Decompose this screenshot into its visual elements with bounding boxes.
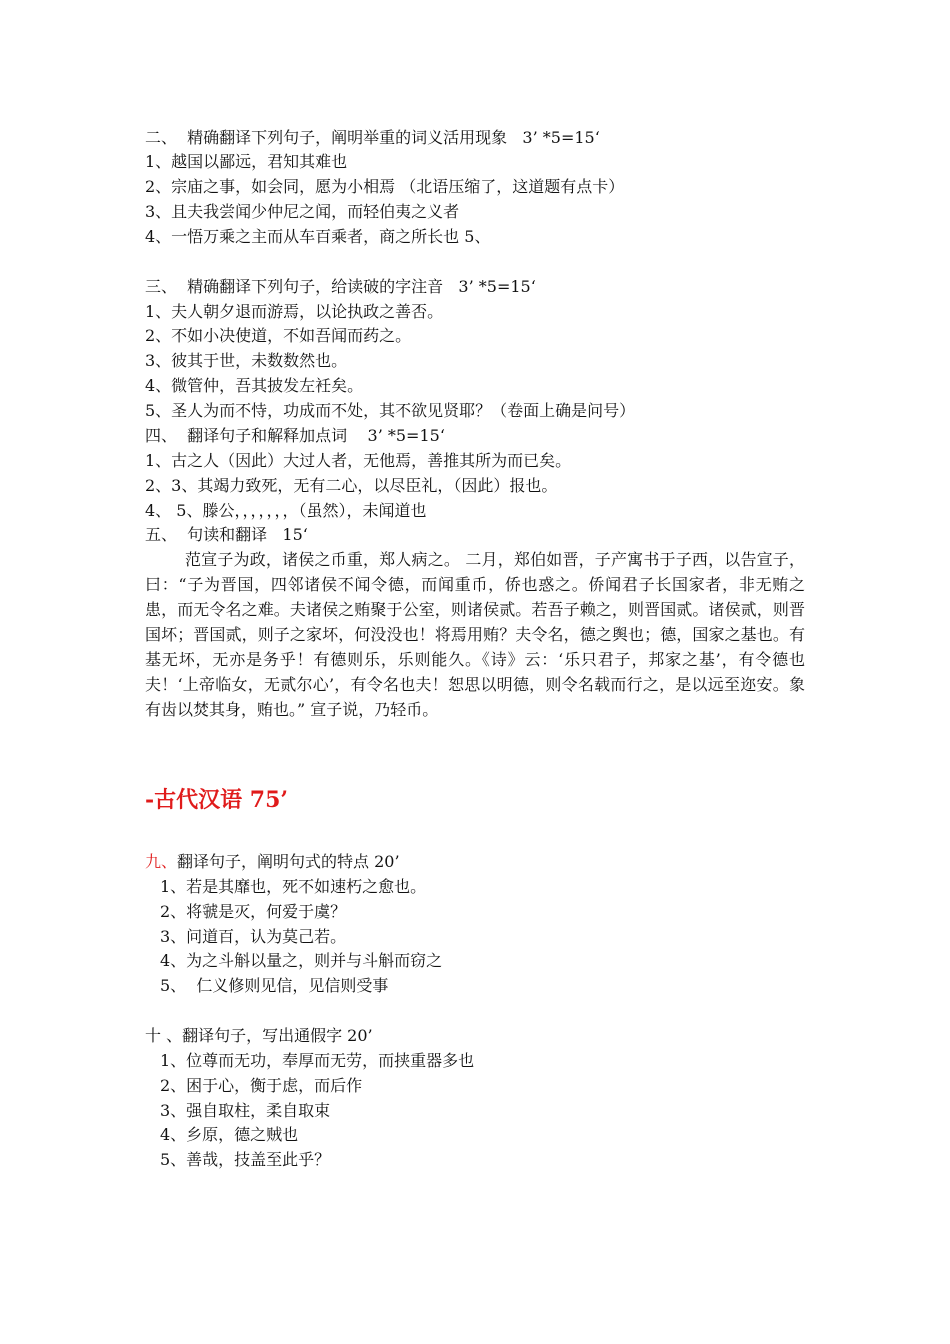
section-9-item-3: 3、问道百，认为莫己若。 xyxy=(160,927,347,946)
section-2-item-1: 1、越国以鄙远，君知其难也 xyxy=(145,152,348,171)
section-3-item-1: 1、夫人朝夕退而游焉，以论执政之善否。 xyxy=(145,302,444,321)
section-3-item-3: 3、彼其于世，未数数然也。 xyxy=(145,351,348,370)
section-9-item-1: 1、若是其靡也，死不如速朽之愈也。 xyxy=(160,877,427,896)
section-10-heading: 十 、翻译句子，写出通假字 20’ xyxy=(145,1026,373,1045)
section-3-item-4: 4、微管仲，吾其披发左衽矣。 xyxy=(145,376,364,395)
section-3-heading: 三、 精确翻译下列句子，给读破的字注音 3’ *5=15‘ xyxy=(145,277,536,296)
section-2-item-4: 4、一悟万乘之主而从车百乘者，商之所长也 5、 xyxy=(145,227,491,246)
section-10-item-5: 5、善哉，技盖至此乎？ xyxy=(160,1150,331,1169)
part-title: -古代汉语 75’ xyxy=(145,787,289,813)
section-9-heading-number: 九、 xyxy=(145,852,178,871)
section-2-item-2: 2、宗庙之事，如会同，愿为小相焉 （北语压缩了，这道题有点卡） xyxy=(145,177,625,196)
section-9-item-4: 4、为之斗斛以量之，则并与斗斛而窃之 xyxy=(160,951,443,970)
section-4-item-1: 1、古之人（因此）大过人者，无他焉，善推其所为而已矣。 xyxy=(145,451,572,470)
section-9-item-5: 5、 仁义修则见信，见信则受事 xyxy=(160,976,389,995)
section-10-item-3: 3、强自取柱，柔自取束 xyxy=(160,1101,331,1120)
section-9-heading-text: 翻译句子，阐明句式的特点 20’ xyxy=(177,852,400,871)
section-5-passage: 范宣子为政，诸侯之币重，郑人病之。 二月，郑伯如晋，子产寓书于子西，以告宣子，曰：“子为晋国，四邻诸侯不闻令德，而闻重币，侨也惑之。侨闻君子长国家者，非无贿之患，而无令名之难。夫诸侯之贿聚于公室，则诸侯贰。若吾子赖之，则晋国贰。诸侯贰，则晋国坏；晋国贰，则子之家坏，何没没也！将焉用贿？夫令名，德之舆也；德，国家之基也。有基无坏，无亦是务乎！有德则乐，乐则能久。《诗》云：‘乐只君子，邦家之基’，有令德也夫！‘上帝临女，无贰尔心’，有令名也夫！恕思以明德，则令名载而行之，是以远至迩安。象有齿以焚其身，贿也。” 宣子说，乃轻币。 xyxy=(145,550,805,719)
section-2-item-3: 3、且夫我尝闻少仲尼之闻，而轻伯夷之义者 xyxy=(145,202,460,221)
section-5-heading: 五、 句读和翻译 15‘ xyxy=(145,525,308,544)
section-9-item-2: 2、将虢是灭，何爱于虞？ xyxy=(160,902,347,921)
section-3-item-5: 5、圣人为而不恃，功成而不处，其不欲见贤耶？（卷面上确是问号） xyxy=(145,401,636,420)
section-4-heading: 四、 翻译句子和解释加点词 3’ *5=15‘ xyxy=(145,426,445,445)
section-4-item-3: 4、 5、滕公，，，，，，，（虽然），未闻道也 xyxy=(145,501,427,520)
section-2-heading: 二、 精确翻译下列句子，阐明举重的词义活用现象 3’ *5=15‘ xyxy=(145,128,600,147)
section-10-item-1: 1、位尊而无功，奉厚而无劳，而挟重器多也 xyxy=(160,1051,475,1070)
section-9-heading xyxy=(145,851,400,873)
section-10-item-4: 4、乡原，德之贼也 xyxy=(160,1125,299,1144)
section-3-item-2: 2、不如小决使道，不如吾闻而药之。 xyxy=(145,326,412,345)
section-4-item-2: 2、3、其竭力致死，无有二心，以尽臣礼，（因此）报也。 xyxy=(145,476,558,495)
section-10-item-2: 2、困于心，衡于虑，而后作 xyxy=(160,1076,363,1095)
